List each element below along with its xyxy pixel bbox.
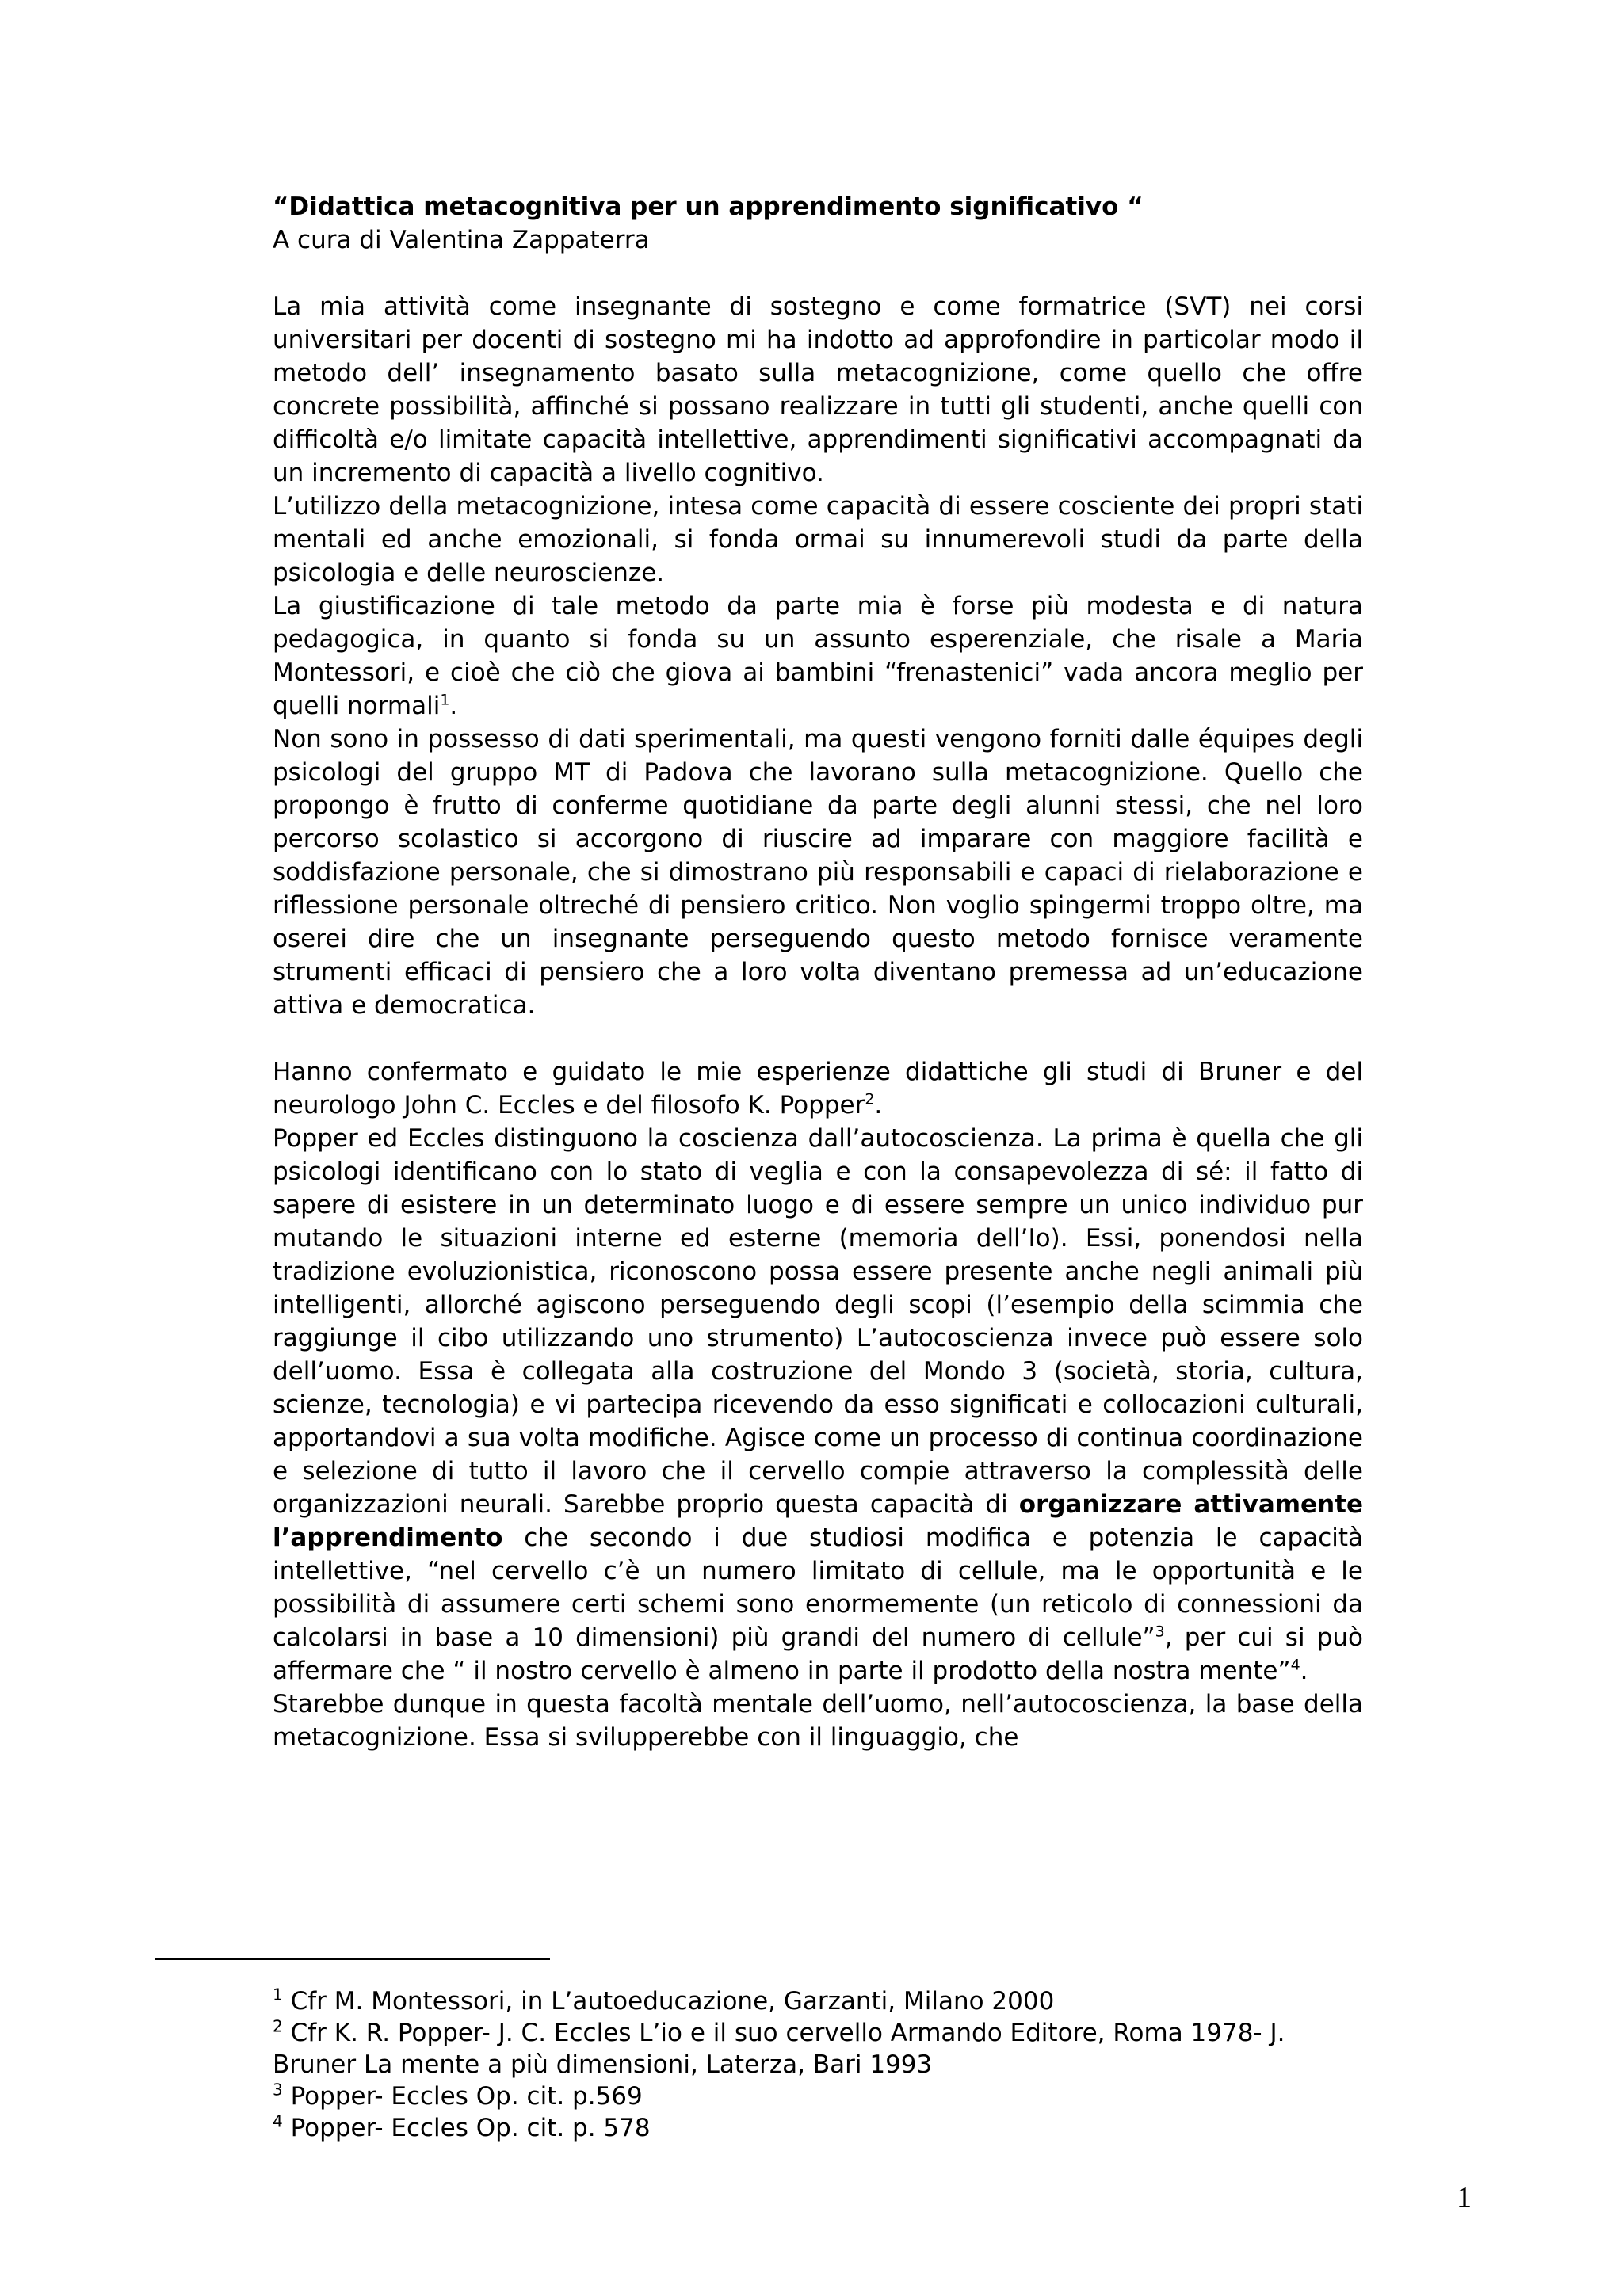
page-number: 1 — [1457, 2181, 1472, 2214]
paragraph-6-part-a: Popper ed Eccles distinguono la coscienza dall’autocoscienza. La prima è quella che gli psicologi identificano con lo stato di veglia e con la consapevolezza di sé: il fatto di sapere di esistere in un determinato luogo e di essere sempre un unico individuo pur mutando le situazioni interne ed esterne (memoria dell’Io). Essi, ponendosi nella tradizione evoluzionistica, riconoscono possa essere presente anche negli animali più intelligenti, allorché agiscono perseguendo degli scopi (l’esempio della scimmia che raggiunge il cibo utilizzando uno strumento) L’autocoscienza invece può essere solo dell’uomo. Essa è collegata alla costruzione del Mondo 3 (società, storia, cultura, scienze, tecnologia) e vi partecipa ricevendo da esso significati e collocazioni culturali, apportandovi a sua volta modifiche. Agisce come un processo di continua coordinazione e selezione di tutto il lavoro che il cervello compie attraverso la complessità delle organizzazioni neurali. Sarebbe proprio questa capacità di — [273, 1124, 1363, 1519]
paragraph-6 — [273, 1122, 1363, 1688]
paragraph-4: Non sono in possesso di dati sperimentali, ma questi vengono forniti dalle équipes degli psicologi del gruppo MT di Padova che lavorano sulla metacognizione. Quello che propongo è frutto di conferme quotidiane da parte degli alunni stessi, che nel loro percorso scolastico si accorgono di riuscire ad imparare con maggiore facilità e soddisfazione personale, che si dimostrano più responsabili e capaci di rielaborazione e riflessione personale oltreché di pensiero critico. Non voglio spingermi troppo oltre, ma oserei dire che un insegnante perseguendo questo metodo fornisce veramente strumenti efficaci di pensiero che a loro volta diventano premessa ad un’educazione attiva e democratica. — [273, 725, 1363, 1020]
paragraph-5-end: . — [874, 1091, 883, 1119]
footnotes — [273, 1985, 1363, 2144]
paragraph-6-part-c: , per cui si può affermare che “ il nostro cervello è almeno in parte il prodotto della nostra mente” — [273, 1623, 1363, 1685]
paragraph-6-part-b: che secondo i due studiosi modifica e potenzia le capacità intellettive, “nel cervello c’è un numero limitato di cellule, ma le opportunità e le possibilità di assumere certi schemi sono enormemente (un reticolo di connessioni da calcolarsi in base a 10 dimensioni) più grandi del numero di cellule” — [273, 1524, 1363, 1652]
paragraph-3 — [273, 589, 1363, 723]
paragraph-spacer — [273, 1022, 1363, 1055]
footnote-3 — [273, 2081, 1363, 2112]
paragraph-5 — [273, 1055, 1363, 1122]
paragraph-5-text: Hanno confermato e guidato le mie esperienze didattiche gli studi di Bruner e del neurologo John C. Eccles e del filosofo K. Popper — [273, 1058, 1363, 1119]
footnote-2 — [273, 2017, 1363, 2081]
paragraph-1: La mia attività come insegnante di sostegno e come formatrice (SVT) nei corsi universitari per docenti di sostegno mi ha indotto ad approfondire in particolar modo il metodo dell’ insegnamento basato sulla metacognizione, come quello che offre concrete possibilità, affinché si possano realizzare in tutti gli studenti, anche quelli con difficoltà e/o limitate capacità intellettive, apprendimenti significativi accompagnati da un incremento di capacità a livello cognitivo. — [273, 292, 1363, 487]
footnote-ref-3: 3 — [1155, 1623, 1165, 1641]
paragraph-6-emphasis: organizzare attivamente l’apprendimento — [273, 1490, 1363, 1552]
footnote-text: Cfr M. Montessori, in L’autoeducazione, Garzanti, Milano 2000 — [282, 1987, 1055, 2016]
footnote-number: 3 — [273, 2080, 283, 2100]
footnote-ref-4: 4 — [1290, 1656, 1300, 1674]
footnote-text: Popper- Eccles Op. cit. p.569 — [282, 2082, 643, 2111]
footnote-1 — [273, 1985, 1363, 2017]
paragraph-2: L’utilizzo della metacognizione, intesa come capacità di essere cosciente dei propri stati mentali ed anche emozionali, si fonda ormai su innumerevoli studi da parte della psicologia e delle neuroscienze. — [273, 492, 1363, 587]
footnote-text: Cfr K. R. Popper- J. C. Eccles L’io e il suo cervello Armando Editore, Roma 1978- J. Bruner La mente a più dimensioni, Laterza, Bari 1993 — [273, 2019, 1285, 2079]
footnote-number: 1 — [273, 1985, 283, 2004]
footnote-4 — [273, 2112, 1363, 2144]
footnote-number: 2 — [273, 2016, 283, 2036]
paragraph-6-part-d: . — [1300, 1657, 1308, 1685]
paragraph-7: Starebbe dunque in questa facoltà mentale dell’uomo, nell’autocoscienza, la base della metacognizione. Essa si svilupperebbe con il linguaggio, che — [273, 1690, 1363, 1752]
document-title: “Didattica metacognitiva per un apprendimento significativo “ — [273, 193, 1144, 221]
paragraph-3-text: La giustificazione di tale metodo da parte mia è forse più modesta e di natura pedagogica, in quanto si fonda su un assunto esperenziale, che risale a Maria Montessori, e cioè che ciò che giova ai bambini “frenastenici” vada ancora meglio per quelli normali — [273, 592, 1363, 720]
footnote-ref-1: 1 — [440, 691, 450, 709]
footnote-separator — [155, 1958, 550, 1960]
footnote-text: Popper- Eccles Op. cit. p. 578 — [282, 2114, 651, 2142]
footnote-ref-2: 2 — [865, 1090, 875, 1108]
paragraph-3-end: . — [449, 692, 458, 720]
footnote-number: 4 — [273, 2111, 283, 2131]
document-byline: A cura di Valentina Zappaterra — [273, 226, 650, 254]
document-body — [273, 190, 1363, 1754]
